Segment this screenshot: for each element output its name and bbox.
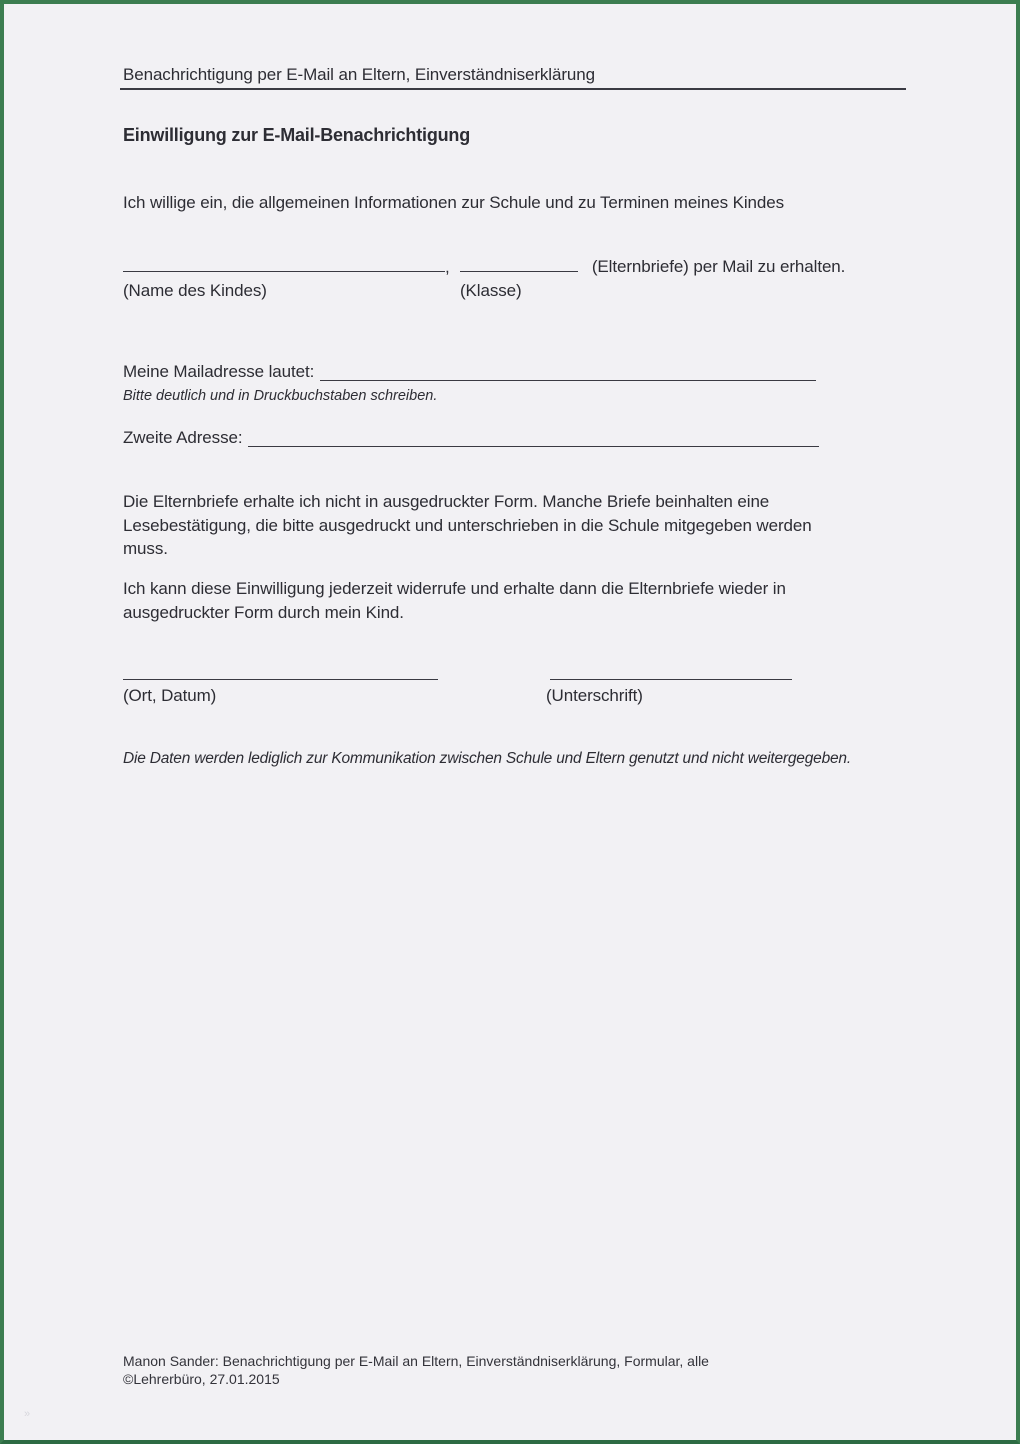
second-address-row <box>123 427 819 449</box>
mail-label: Meine Mailadresse lautet: <box>123 362 315 381</box>
footer-credit: Manon Sander: Benachrichtigung per E-Mail an Eltern, Einverständniserklärung, Formular, alle <box>123 1353 709 1369</box>
paragraph-revoke-line2: ausgedruckter Form durch mein Kind. <box>123 602 404 622</box>
class-label: (Klasse) <box>460 281 522 300</box>
paragraph-print-form-line2: Lesebestätigung, die bitte ausgedruckt und unterschrieben in die Schule mitgegeben werden <box>123 515 812 535</box>
signature-line <box>550 679 792 680</box>
document-title: Einwilligung zur E-Mail-Benachrichtigung <box>123 125 470 145</box>
date-signature-line <box>123 679 438 680</box>
scan-artifact: » <box>24 1408 31 1420</box>
paragraph-print-form-line1: Die Elternbriefe erhalte ich nicht in ausgedruckter Form. Manche Briefe beinhalten eine <box>123 492 770 511</box>
mail-address-row <box>123 361 816 383</box>
paragraph-revoke <box>123 577 786 624</box>
paragraph-print-form-line3: muss. <box>123 539 168 558</box>
second-address-label: Zweite Adresse: <box>123 428 243 447</box>
mail-hint: Bitte deutlich und in Druckbuchstaben schreiben. <box>123 388 438 404</box>
class-blank-line <box>460 254 578 272</box>
second-address-blank-line <box>248 441 819 447</box>
name-label: (Name des Kindes) <box>123 281 267 300</box>
intro-text: Ich willige ein, die allgemeinen Informationen zur Schule und zu Terminen meines Kindes <box>123 193 784 212</box>
paragraph-revoke-line1: Ich kann diese Einwilligung jederzeit widerrufe und erhalte dann die Elternbriefe wieder in <box>123 579 786 598</box>
date-label: (Ort, Datum) <box>123 686 217 705</box>
mail-blank-line <box>320 375 816 381</box>
privacy-note: Die Daten werden lediglich zur Kommunikation zwischen Schule und Eltern genutzt und nicht weitergegeben. <box>123 750 851 767</box>
signature-label: (Unterschrift) <box>546 686 643 705</box>
name-blank-line <box>123 254 445 272</box>
elternbriefe-text: (Elternbriefe) per Mail zu erhalten. <box>591 257 846 277</box>
footer-copyright: ©Lehrerbüro, 27.01.2015 <box>123 1370 280 1387</box>
comma-text: , <box>445 257 450 277</box>
header-rule <box>120 88 906 90</box>
document-footer <box>123 1353 709 1388</box>
name-class-row <box>123 254 845 278</box>
paragraph-print-form <box>123 490 812 561</box>
document-header: Benachrichtigung per E-Mail an Eltern, Einverständniserklärung <box>123 65 595 84</box>
